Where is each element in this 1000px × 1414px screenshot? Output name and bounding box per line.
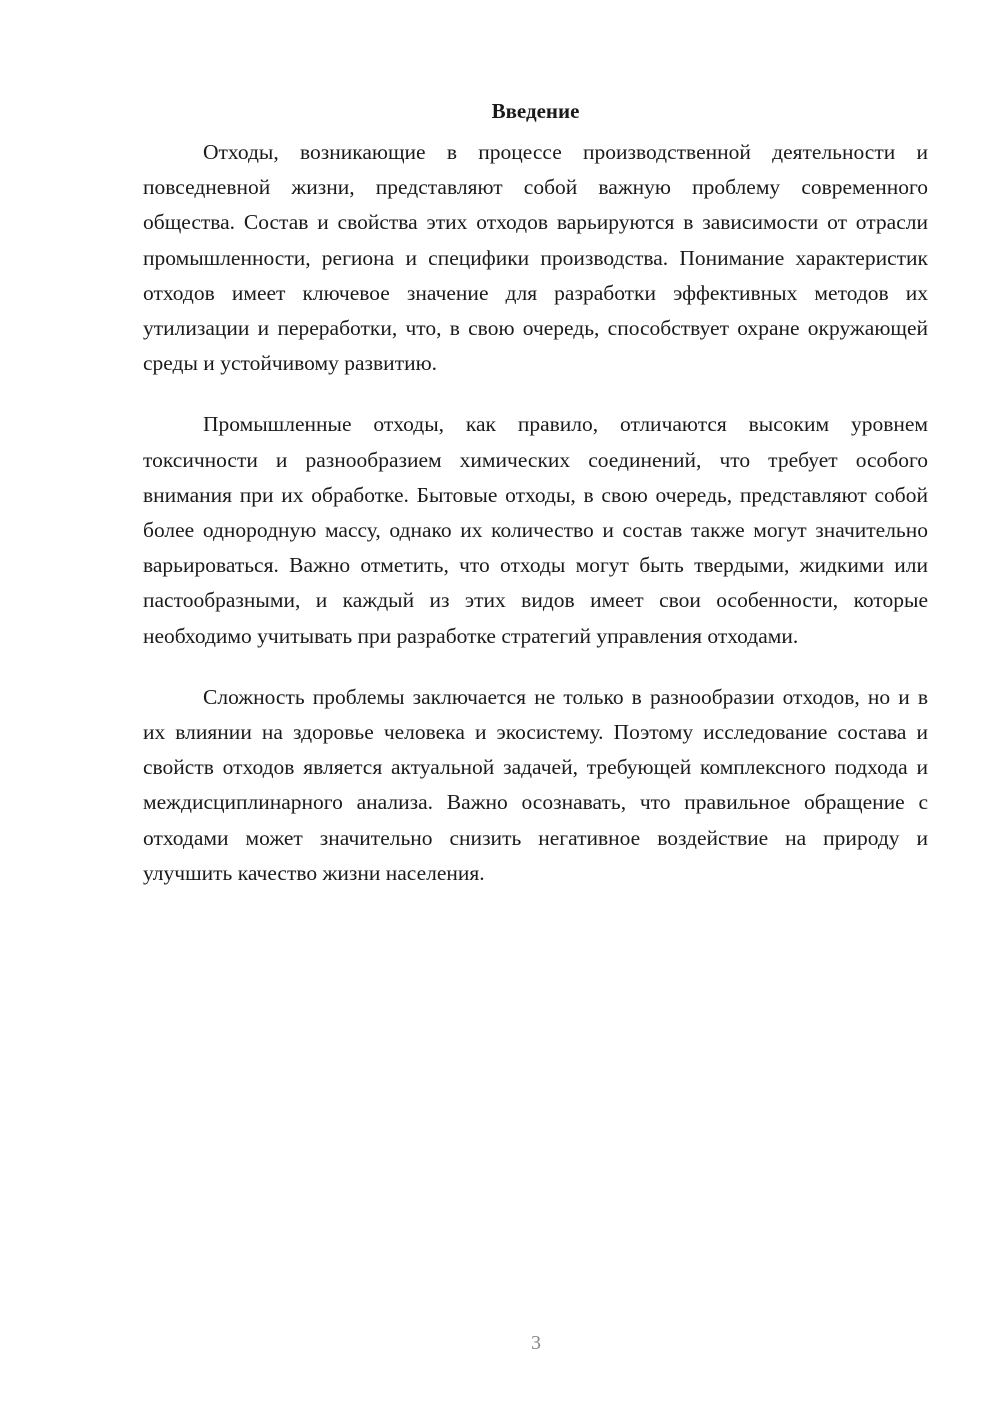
paragraph-3: Сложность проблемы заключается не только в разнообразии отходов, но и в их влиянии на здоровье человека и экосистему. Поэтому исследование состава и свойств отходов является актуальной задачей, требующей комплексного подхода и междисциплинарного анализа. Важно осознавать, что правильное обращение с отходами может значительно снизить негативное воздействие на природу и улучшить качество жизни населения. xyxy=(143,684,928,885)
page-content xyxy=(143,94,928,917)
page-number: 3 xyxy=(531,1332,541,1354)
paragraph-1: Отходы, возникающие в процессе производственной деятельности и повседневной жизни, представляют собой важную проблему современного общества. Состав и свойства этих отходов варьируются в зависимости от отрасли промышленности, региона и специфики производства. Понимание характеристик отходов имеет ключевое значение для разработки эффективных методов их утилизации и переработки, что, в свою очередь, способствует охране окружающей среды и устойчивому развитию. xyxy=(143,140,928,376)
section-heading: Введение xyxy=(491,99,580,123)
paragraph-2: Промышленные отходы, как правило, отличаются высоким уровнем токсичности и разнообразием химических соединений, что требует особого внимания при их обработке. Бытовые отходы, в свою очередь, представляют собой более однородную массу, однако их количество и состав также могут значительно варьироваться. Важно отметить, что отходы могут быть твердыми, жидкими или пастообразными, и каждый из этих видов имеет свои особенности, которые необходимо учитывать при разработке стратегий управления отходами. xyxy=(143,412,928,648)
